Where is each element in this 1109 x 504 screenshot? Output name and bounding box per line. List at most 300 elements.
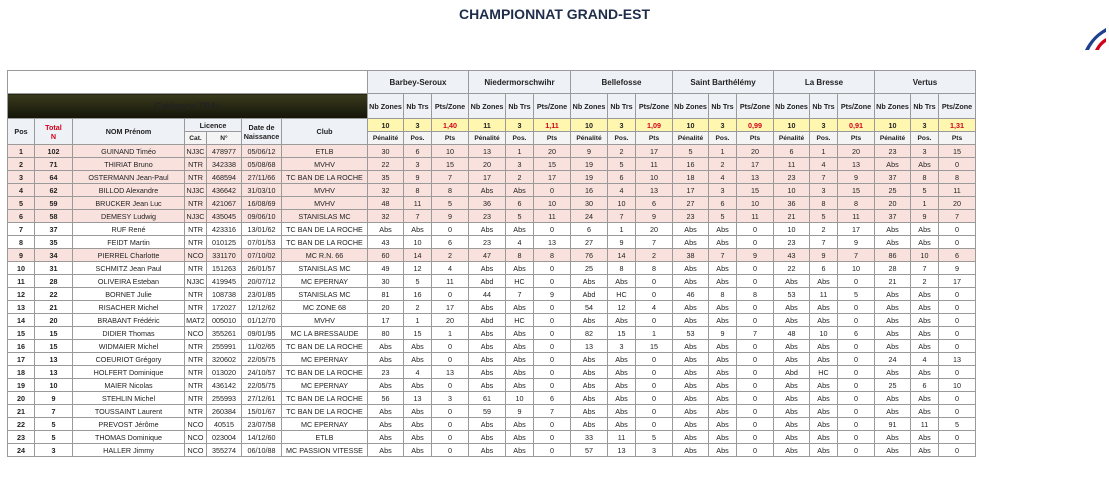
pos-value: Abs <box>810 301 838 314</box>
pos-value: Abs <box>404 379 432 392</box>
venue-pz-value: 0,99 <box>737 119 774 132</box>
pos-value: 9 <box>404 171 432 184</box>
pts-value: 17 <box>939 275 976 288</box>
rider-club: MVHV <box>282 158 368 171</box>
pts-sub-header: Pts <box>939 132 976 145</box>
rider-licence: 355274 <box>207 444 242 457</box>
pts-sub-header: Pts <box>737 132 774 145</box>
pos-value: 8 <box>608 262 636 275</box>
penalite-value: Abs <box>673 340 709 353</box>
rider-position: 24 <box>8 444 35 457</box>
pts-value: 0 <box>737 366 774 379</box>
pts-value: 0 <box>737 431 774 444</box>
pts-value: 0 <box>838 392 875 405</box>
pts-value: 13 <box>838 158 875 171</box>
rider-club: MC EPERNAY <box>282 275 368 288</box>
pts-value: 10 <box>636 171 673 184</box>
pts-sub-header: Pts <box>636 132 673 145</box>
table-row <box>8 262 976 275</box>
penalite-value: 46 <box>673 288 709 301</box>
penalite-value: 76 <box>571 249 608 262</box>
pos-value: 6 <box>709 197 737 210</box>
table-row <box>8 145 976 158</box>
pos-value: Abs <box>404 223 432 236</box>
penalite-value: Abs <box>571 405 608 418</box>
rider-position: 12 <box>8 288 35 301</box>
rider-total: 3 <box>35 444 73 457</box>
penalite-value: Abs <box>571 366 608 379</box>
pos-value: 10 <box>810 327 838 340</box>
penalite-value: 18 <box>673 171 709 184</box>
pos-value: Abs <box>608 418 636 431</box>
rider-birthdate: 09/01/95 <box>242 327 282 340</box>
rider-position: 11 <box>8 275 35 288</box>
penalite-value: Abs <box>673 262 709 275</box>
pts-value: 4 <box>636 301 673 314</box>
rider-club: STANISLAS MC <box>282 210 368 223</box>
pts-value: 8 <box>636 262 673 275</box>
rider-total: 9 <box>35 392 73 405</box>
dob-header-line1: Date de <box>248 122 275 132</box>
rider-position: 5 <box>8 197 35 210</box>
penalite-value: 80 <box>368 327 404 340</box>
penalite-value: 56 <box>368 392 404 405</box>
pts-value: 5 <box>838 288 875 301</box>
rider-position: 2 <box>8 158 35 171</box>
penalite-value: 57 <box>571 444 608 457</box>
penalite-value: Abs <box>469 340 506 353</box>
pts-zone-header: Pts/Zone <box>737 94 774 119</box>
pts-value: 0 <box>939 314 976 327</box>
pos-value: 4 <box>810 158 838 171</box>
pts-value: 3 <box>636 444 673 457</box>
rider-position: 20 <box>8 392 35 405</box>
rider-licence: 010125 <box>207 236 242 249</box>
pos-value: Abs <box>911 327 939 340</box>
penalite-value: 19 <box>571 158 608 171</box>
pos-value: 2 <box>608 145 636 158</box>
pos-value: 9 <box>709 327 737 340</box>
pts-value: 0 <box>737 223 774 236</box>
pos-value: 3 <box>608 340 636 353</box>
pts-value: 0 <box>737 444 774 457</box>
pos-value: Abs <box>810 405 838 418</box>
pts-value: 0 <box>534 275 571 288</box>
venue-pz-value: 1,09 <box>636 119 673 132</box>
pos-value: Abs <box>506 223 534 236</box>
pts-value: 0 <box>534 262 571 275</box>
rider-category: NTR <box>185 223 207 236</box>
rider-category: NJ3C <box>185 275 207 288</box>
pos-value: Abs <box>810 444 838 457</box>
rider-club: ETLB <box>282 431 368 444</box>
penalite-value: 20 <box>368 301 404 314</box>
rider-name: TOUSSAINT Laurent <box>73 405 185 418</box>
pts-value: 0 <box>838 366 875 379</box>
venue-zones-value: 10 <box>774 119 810 132</box>
rider-category: NTR <box>185 288 207 301</box>
pos-value: Abs <box>709 314 737 327</box>
nb-trs-header: Nb Trs <box>911 94 939 119</box>
pts-value: 0 <box>737 379 774 392</box>
penalite-value: Abs <box>368 340 404 353</box>
rider-total: 31 <box>35 262 73 275</box>
pts-value: 20 <box>534 145 571 158</box>
name-header: NOM Prénom <box>73 119 185 145</box>
pos-value: Abs <box>810 392 838 405</box>
penalite-value: 53 <box>673 327 709 340</box>
penalite-value: 81 <box>368 288 404 301</box>
pos-value: 8 <box>404 184 432 197</box>
pos-value: 2 <box>404 301 432 314</box>
penalite-value: Abd <box>469 314 506 327</box>
pos-value: 6 <box>911 379 939 392</box>
rider-total: 21 <box>35 301 73 314</box>
pts-value: 7 <box>534 405 571 418</box>
penalite-value: Abs <box>469 353 506 366</box>
rider-total: 5 <box>35 418 73 431</box>
pts-value: 0 <box>534 327 571 340</box>
pts-value: 13 <box>636 184 673 197</box>
table-row <box>8 223 976 236</box>
pos-value: 3 <box>506 158 534 171</box>
penalite-value: Abs <box>469 184 506 197</box>
pos-value: Abs <box>911 392 939 405</box>
penalite-value: 32 <box>368 210 404 223</box>
penalite-value: Abs <box>368 444 404 457</box>
rider-total: 64 <box>35 171 73 184</box>
pts-value: 0 <box>432 444 469 457</box>
rider-total: 13 <box>35 366 73 379</box>
table-row <box>8 353 976 366</box>
penalite-value: 25 <box>875 379 911 392</box>
penalite-value: 20 <box>469 158 506 171</box>
total-header <box>35 119 73 145</box>
rider-club: TC BAN DE LA ROCHE <box>282 223 368 236</box>
table-row <box>8 249 976 262</box>
pts-value: 20 <box>939 197 976 210</box>
pts-value: 0 <box>838 431 875 444</box>
pos-value: 4 <box>608 184 636 197</box>
penalite-header: Pénalité <box>673 132 709 145</box>
pts-value: 0 <box>534 340 571 353</box>
pts-value: 0 <box>432 405 469 418</box>
pos-value: 2 <box>506 171 534 184</box>
rider-total: 15 <box>35 340 73 353</box>
rider-club: TC BAN DE LA ROCHE <box>282 340 368 353</box>
rider-position: 15 <box>8 327 35 340</box>
pts-value: 7 <box>432 171 469 184</box>
penalite-value: Abs <box>673 223 709 236</box>
venue-trs-value: 3 <box>404 119 432 132</box>
rider-licence: 151263 <box>207 262 242 275</box>
pos-value: Abs <box>709 405 737 418</box>
pts-zone-header: Pts/Zone <box>432 94 469 119</box>
pos-value: 5 <box>911 184 939 197</box>
pos-value: Abs <box>911 301 939 314</box>
pos-value: 2 <box>709 158 737 171</box>
rider-position: 8 <box>8 236 35 249</box>
rider-category: NTR <box>185 405 207 418</box>
venue-header-row <box>8 71 976 94</box>
penalite-value: Abs <box>875 223 911 236</box>
rider-category: NTR <box>185 171 207 184</box>
rider-club: TC BAN DE LA ROCHE <box>282 366 368 379</box>
pos-value: 11 <box>404 197 432 210</box>
pos-value: 7 <box>608 210 636 223</box>
nb-trs-header: Nb Trs <box>404 94 432 119</box>
pos-value: Abs <box>709 418 737 431</box>
pos-value: 12 <box>404 262 432 275</box>
penalite-value: 61 <box>469 392 506 405</box>
pos-value: Abs <box>404 418 432 431</box>
pts-value: 9 <box>534 288 571 301</box>
pos-value: Abs <box>506 379 534 392</box>
pos-value: Abs <box>506 418 534 431</box>
pos-value: Abs <box>709 366 737 379</box>
pos-value: Abs <box>911 223 939 236</box>
pts-value: 0 <box>432 418 469 431</box>
pts-value: 0 <box>737 418 774 431</box>
penalite-value: Abs <box>368 353 404 366</box>
rider-club: TC BAN DE LA ROCHE <box>282 171 368 184</box>
penalite-value: 53 <box>774 288 810 301</box>
pos-value: 6 <box>404 145 432 158</box>
penalite-value: Abs <box>469 418 506 431</box>
rider-name: OSTERMANN Jean-Paul <box>73 171 185 184</box>
pos-value: Abs <box>709 340 737 353</box>
rider-total: 102 <box>35 145 73 158</box>
pos-value: Abs <box>506 353 534 366</box>
venue-trs-value: 3 <box>709 119 737 132</box>
penalite-value: 5 <box>673 145 709 158</box>
rider-birthdate: 27/12/61 <box>242 392 282 405</box>
penalite-value: Abd <box>774 366 810 379</box>
rider-name: PREVOST Jérôme <box>73 418 185 431</box>
penalite-value: Abs <box>469 223 506 236</box>
pts-value: 0 <box>432 353 469 366</box>
pos-value: 13 <box>608 444 636 457</box>
penalite-value: Abs <box>673 418 709 431</box>
penalite-value: Abs <box>673 275 709 288</box>
rider-birthdate: 31/03/10 <box>242 184 282 197</box>
rider-category: NTR <box>185 236 207 249</box>
pos-value: 9 <box>810 249 838 262</box>
pts-value: 0 <box>737 301 774 314</box>
nb-trs-header: Nb Trs <box>506 94 534 119</box>
penalite-value: 49 <box>368 262 404 275</box>
pts-value: 6 <box>838 327 875 340</box>
penalite-value: Abs <box>774 444 810 457</box>
venue-name: La Bresse <box>774 71 875 94</box>
rider-club: MC EPERNAY <box>282 353 368 366</box>
pts-value: 0 <box>838 405 875 418</box>
pts-value: 0 <box>737 314 774 327</box>
column-header-row <box>8 119 976 132</box>
pts-value: 1 <box>432 327 469 340</box>
pts-value: 11 <box>636 158 673 171</box>
table-row <box>8 158 976 171</box>
table-row <box>8 184 976 197</box>
rider-position: 4 <box>8 184 35 197</box>
pts-value: 15 <box>636 340 673 353</box>
venue-zones-value: 10 <box>875 119 911 132</box>
rider-total: 59 <box>35 197 73 210</box>
penalite-value: 43 <box>368 236 404 249</box>
pts-value: 5 <box>432 197 469 210</box>
penalite-value: 17 <box>469 171 506 184</box>
venue-trs-value: 3 <box>506 119 534 132</box>
pos-value: 5 <box>404 275 432 288</box>
pts-value: 15 <box>432 158 469 171</box>
rider-position: 23 <box>8 431 35 444</box>
rider-birthdate: 13/01/62 <box>242 223 282 236</box>
pts-value: 11 <box>432 275 469 288</box>
pts-value: 0 <box>939 340 976 353</box>
penalite-value: Abs <box>673 405 709 418</box>
penalite-value: 16 <box>673 158 709 171</box>
penalite-value: Abs <box>875 301 911 314</box>
rider-position: 21 <box>8 405 35 418</box>
pos-value: Abs <box>506 340 534 353</box>
pos-value: 5 <box>709 210 737 223</box>
pts-value: 0 <box>838 418 875 431</box>
penalite-value: 21 <box>875 275 911 288</box>
pos-value: 14 <box>404 249 432 262</box>
pts-value: 0 <box>432 340 469 353</box>
rider-club: MC EPERNAY <box>282 379 368 392</box>
pos-sub-header: Pos. <box>506 132 534 145</box>
pts-value: 0 <box>636 418 673 431</box>
rider-licence: 023004 <box>207 431 242 444</box>
pts-value: 2 <box>432 249 469 262</box>
pos-value: 7 <box>810 171 838 184</box>
table-row <box>8 236 976 249</box>
pts-value: 0 <box>737 236 774 249</box>
pts-value: 4 <box>432 262 469 275</box>
penalite-value: 23 <box>774 236 810 249</box>
nb-zones-header: Nb Zones <box>774 94 810 119</box>
rider-category: NCO <box>185 444 207 457</box>
rider-licence: 255993 <box>207 392 242 405</box>
table-row <box>8 327 976 340</box>
rider-name: DIDIER Thomas <box>73 327 185 340</box>
table-row <box>8 288 976 301</box>
pos-value: Abs <box>506 301 534 314</box>
pos-sub-header: Pos. <box>608 132 636 145</box>
pts-value: 5 <box>939 418 976 431</box>
rider-category: NTR <box>185 301 207 314</box>
pos-value: Abs <box>709 444 737 457</box>
penalite-value: 36 <box>469 197 506 210</box>
pts-zone-header: Pts/Zone <box>534 94 571 119</box>
penalite-value: Abs <box>469 431 506 444</box>
pos-value: 10 <box>608 197 636 210</box>
licence-header: Licence <box>185 119 242 132</box>
rider-birthdate: 06/10/88 <box>242 444 282 457</box>
pts-value: 0 <box>636 353 673 366</box>
penalite-value: Abs <box>673 314 709 327</box>
rider-birthdate: 20/07/12 <box>242 275 282 288</box>
table-row <box>8 197 976 210</box>
pos-value: Abs <box>709 262 737 275</box>
rider-name: BILLOD Alexandre <box>73 184 185 197</box>
pts-value: 0 <box>737 353 774 366</box>
pos-value: Abs <box>506 262 534 275</box>
pts-value: 0 <box>534 223 571 236</box>
rider-licence: 331170 <box>207 249 242 262</box>
penalite-value: 48 <box>774 327 810 340</box>
rider-name: THIRIAT Bruno <box>73 158 185 171</box>
penalite-value: Abd <box>571 288 608 301</box>
pos-value: Abs <box>810 418 838 431</box>
pos-value: 10 <box>404 236 432 249</box>
pos-value: Abs <box>404 340 432 353</box>
table-row <box>8 418 976 431</box>
pts-zone-header: Pts/Zone <box>838 94 875 119</box>
pos-value: 2 <box>810 223 838 236</box>
rider-total: 28 <box>35 275 73 288</box>
pts-value: 13 <box>432 366 469 379</box>
pts-value: 7 <box>939 210 976 223</box>
rider-position: 3 <box>8 171 35 184</box>
rider-licence: 40515 <box>207 418 242 431</box>
pts-value: 0 <box>737 340 774 353</box>
rider-club: STANISLAS MC <box>282 288 368 301</box>
venue-trs-value: 3 <box>911 119 939 132</box>
pos-value: Abs <box>608 379 636 392</box>
rider-category: NCO <box>185 431 207 444</box>
pts-value: 9 <box>838 171 875 184</box>
penalite-header: Pénalité <box>774 132 810 145</box>
pos-value: 7 <box>506 288 534 301</box>
pts-value: 15 <box>534 158 571 171</box>
penalite-value: Abs <box>875 444 911 457</box>
penalite-value: Abs <box>571 275 608 288</box>
pts-value: 17 <box>534 171 571 184</box>
rider-birthdate: 01/12/70 <box>242 314 282 327</box>
pts-value: 9 <box>432 210 469 223</box>
venue-name: Barbey-Seroux <box>368 71 469 94</box>
rider-name: RUF René <box>73 223 185 236</box>
rider-club: TC BAN DE LA ROCHE <box>282 405 368 418</box>
penalite-value: 32 <box>368 184 404 197</box>
rider-birthdate: 09/06/10 <box>242 210 282 223</box>
pos-value: 8 <box>709 288 737 301</box>
rider-club: TC BAN DE LA ROCHE <box>282 236 368 249</box>
pos-value: Abs <box>404 431 432 444</box>
rider-birthdate: 26/01/57 <box>242 262 282 275</box>
pos-value: 15 <box>404 327 432 340</box>
pos-value: 3 <box>404 158 432 171</box>
pos-value: 12 <box>608 301 636 314</box>
rider-position: 22 <box>8 418 35 431</box>
penalite-value: 23 <box>368 366 404 379</box>
rider-name: PIERREL Charlotte <box>73 249 185 262</box>
pos-value: 7 <box>709 249 737 262</box>
pos-value: Abs <box>911 158 939 171</box>
pos-value: 10 <box>911 249 939 262</box>
rider-position: 9 <box>8 249 35 262</box>
rider-name: MAIER Nicolas <box>73 379 185 392</box>
table-row <box>8 392 976 405</box>
pts-value: 20 <box>737 145 774 158</box>
rider-total: 5 <box>35 431 73 444</box>
pos-value: 2 <box>911 275 939 288</box>
rider-name: RISACHER Michel <box>73 301 185 314</box>
pts-value: 0 <box>838 444 875 457</box>
pos-header: Pos <box>8 119 35 145</box>
